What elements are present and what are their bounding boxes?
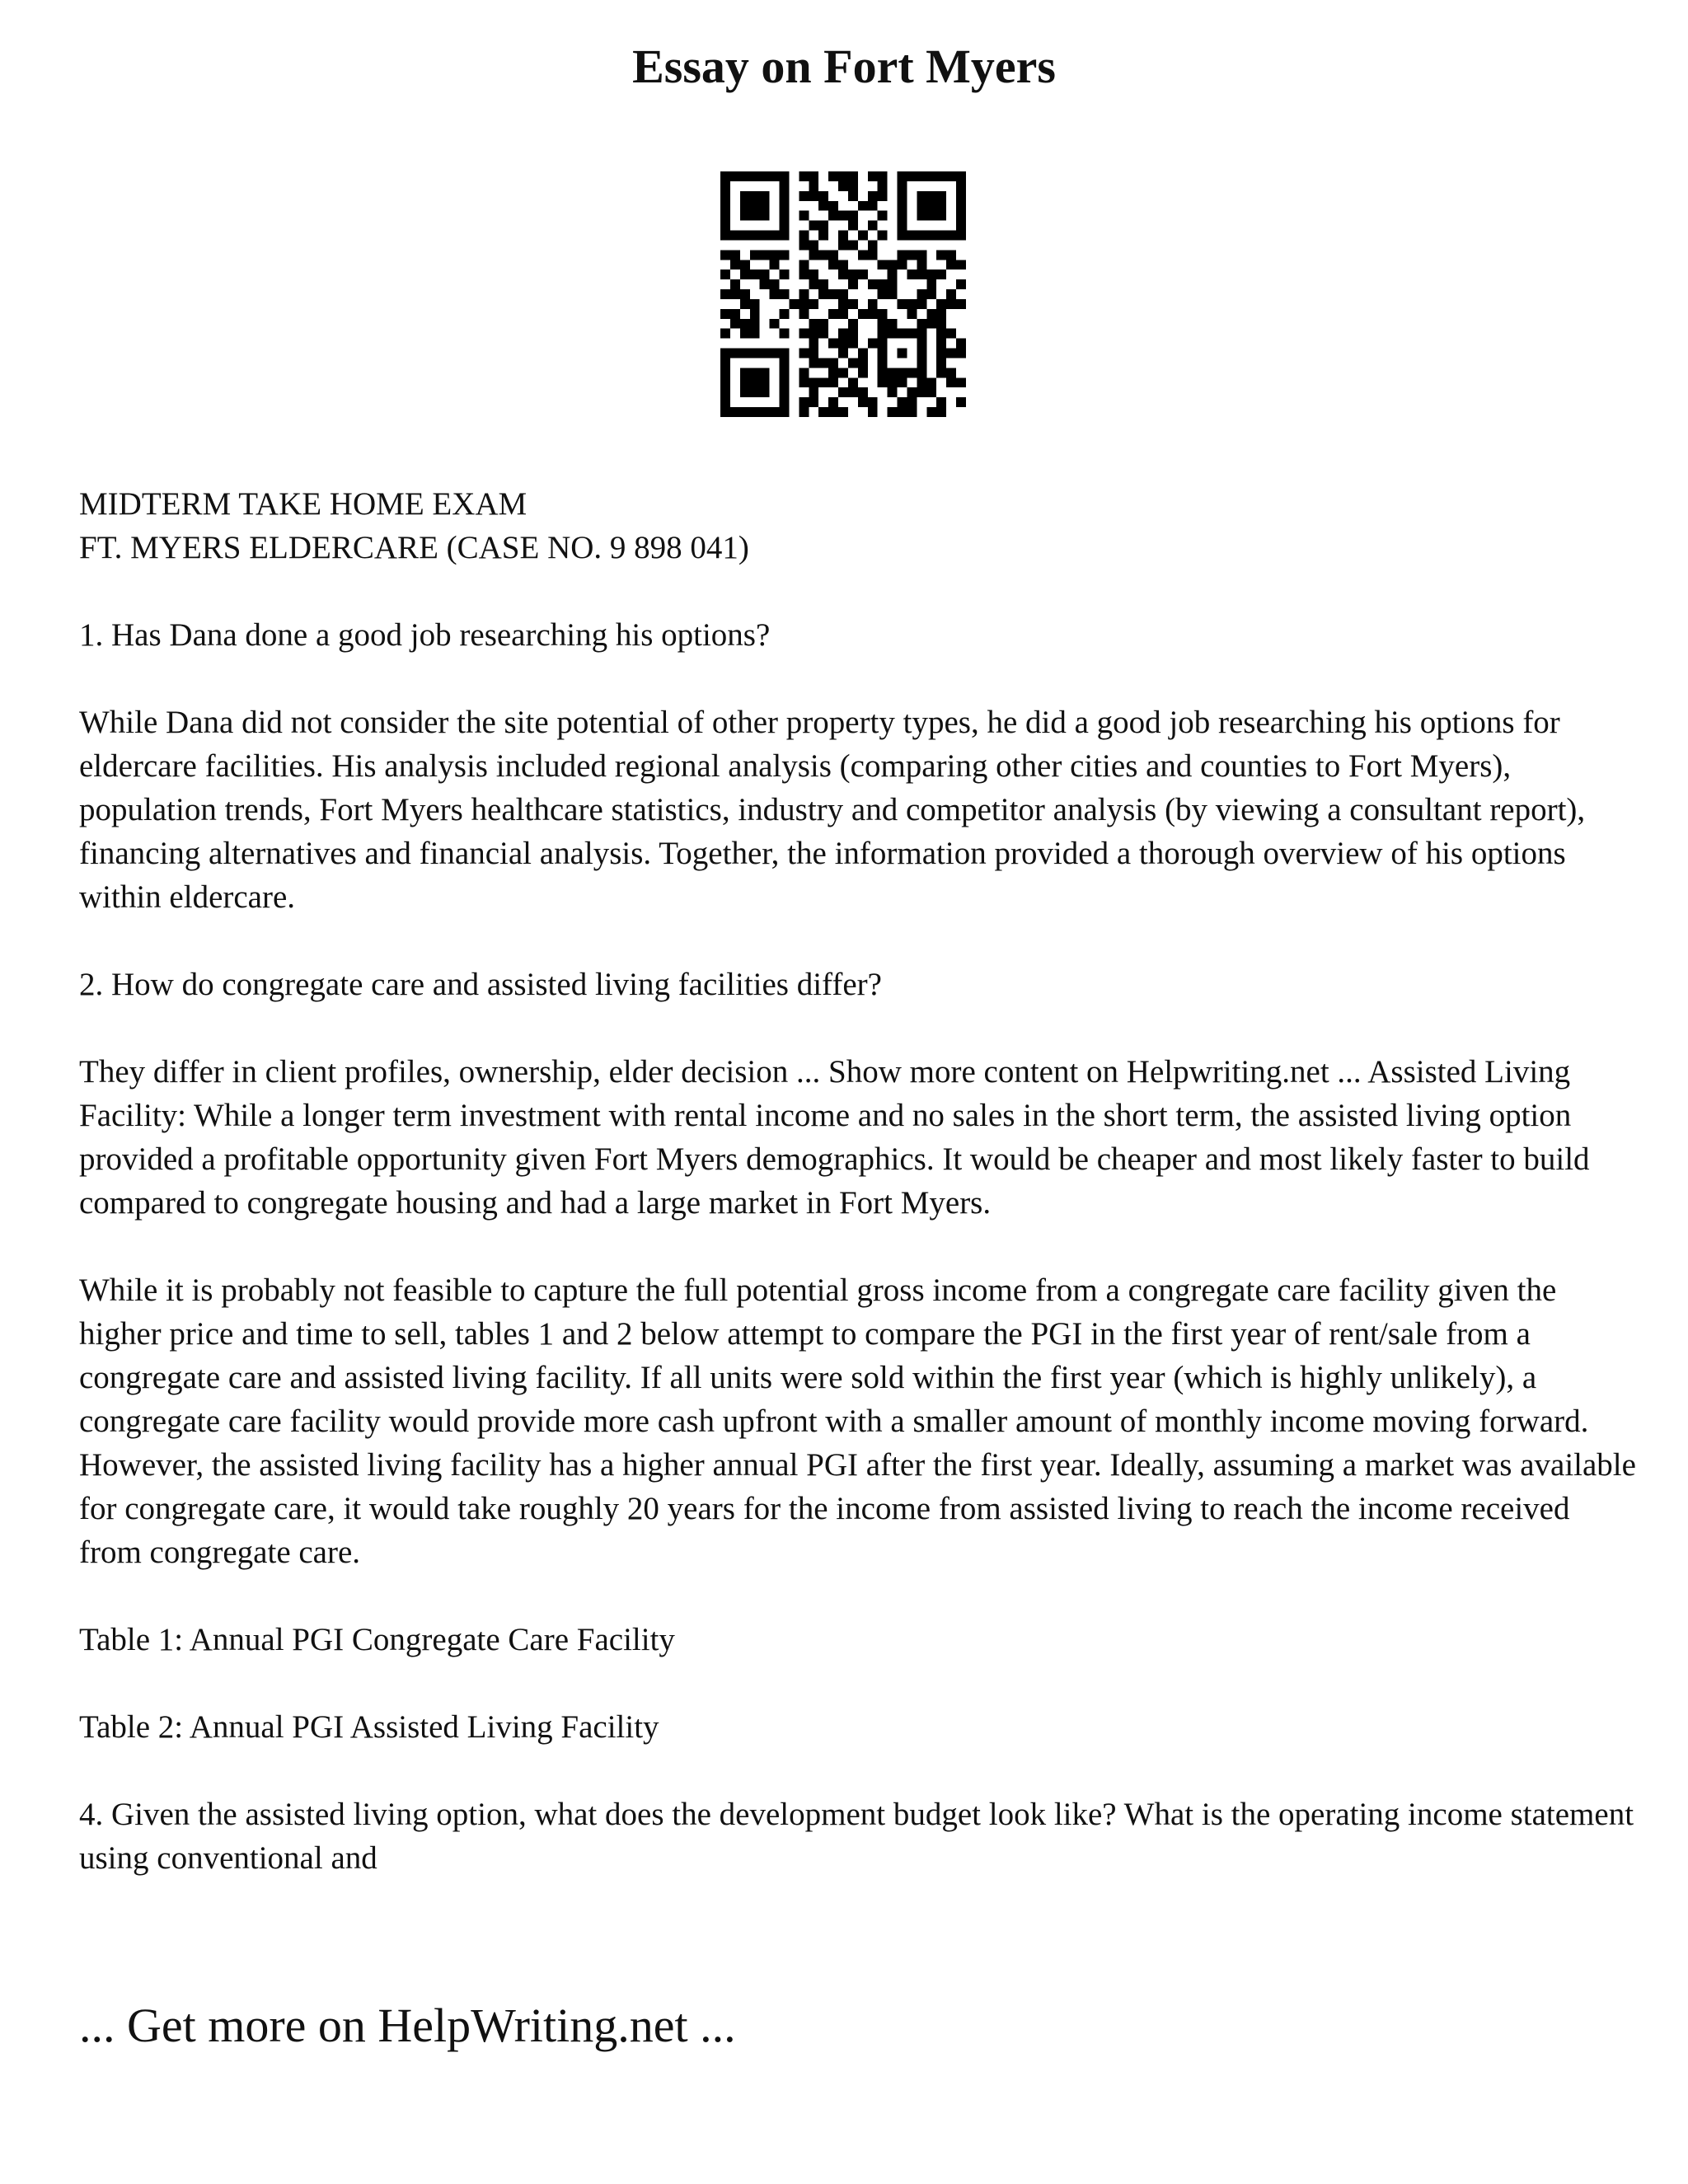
question-4: 4. Given the assisted living option, what does the development budget look like? What is the operating income statement using conventional and	[79, 1797, 1634, 1876]
exam-heading: MIDTERM TAKE HOME EXAM	[79, 486, 528, 522]
question-1: 1. Has Dana done a good job researching his options?	[79, 617, 771, 653]
table-2-caption: Table 2: Annual PGI Assisted Living Facility	[79, 1709, 659, 1745]
case-heading: FT. MYERS ELDERCARE (CASE NO. 9 898 041)	[79, 530, 749, 565]
page-title: Essay on Fort Myers	[632, 40, 1056, 93]
question-2: 2. How do congregate care and assisted living facilities differ?	[79, 967, 882, 1002]
get-more-link[interactable]: ... Get more on HelpWriting.net ...	[79, 1999, 736, 2052]
qr-code-icon[interactable]	[720, 171, 966, 417]
essay-body	[79, 482, 1637, 1924]
answer-1-paragraph: While Dana did not consider the site potential of other property types, he did a good job researching his options for eldercare facilities. His analysis included regional analysis (comparing other cities and counties to Fort Myers), population trends, Fort Myers healthcare statistics, industry and competitor analysis (by viewing a consultant report), financing alternatives and financial analysis. Together, the information provided a thorough overview of his options within eldercare.	[79, 705, 1586, 915]
table-1-caption: Table 1: Annual PGI Congregate Care Facility	[79, 1622, 675, 1657]
answer-2-paragraph: They differ in client profiles, ownership, elder decision ... Show more content on Helpwriting.net ... Assisted Living Facility: While a longer term investment with rental income and no sales in the short term, the assisted living option provided a profitable opportunity given Fort Myers demographics. It would be cheaper and most likely faster to build compared to congregate housing and had a large market in Fort Myers.	[79, 1054, 1590, 1221]
pgi-comparison-paragraph: While it is probably not feasible to capture the full potential gross income from a congregate care facility given the higher price and time to sell, tables 1 and 2 below attempt to compare the PGI in the first year of rent/sale from a congregate care and assisted living facility. If all units were sold within the first year (which is highly unlikely), a congregate care facility would provide more cash upfront with a smaller amount of monthly income moving forward. However, the assisted living facility has a higher annual PGI after the first year. Ideally, assuming a market was available for congregate care, it would take roughly 20 years for the income from assisted living to reach the income received from congregate care.	[79, 1272, 1636, 1570]
